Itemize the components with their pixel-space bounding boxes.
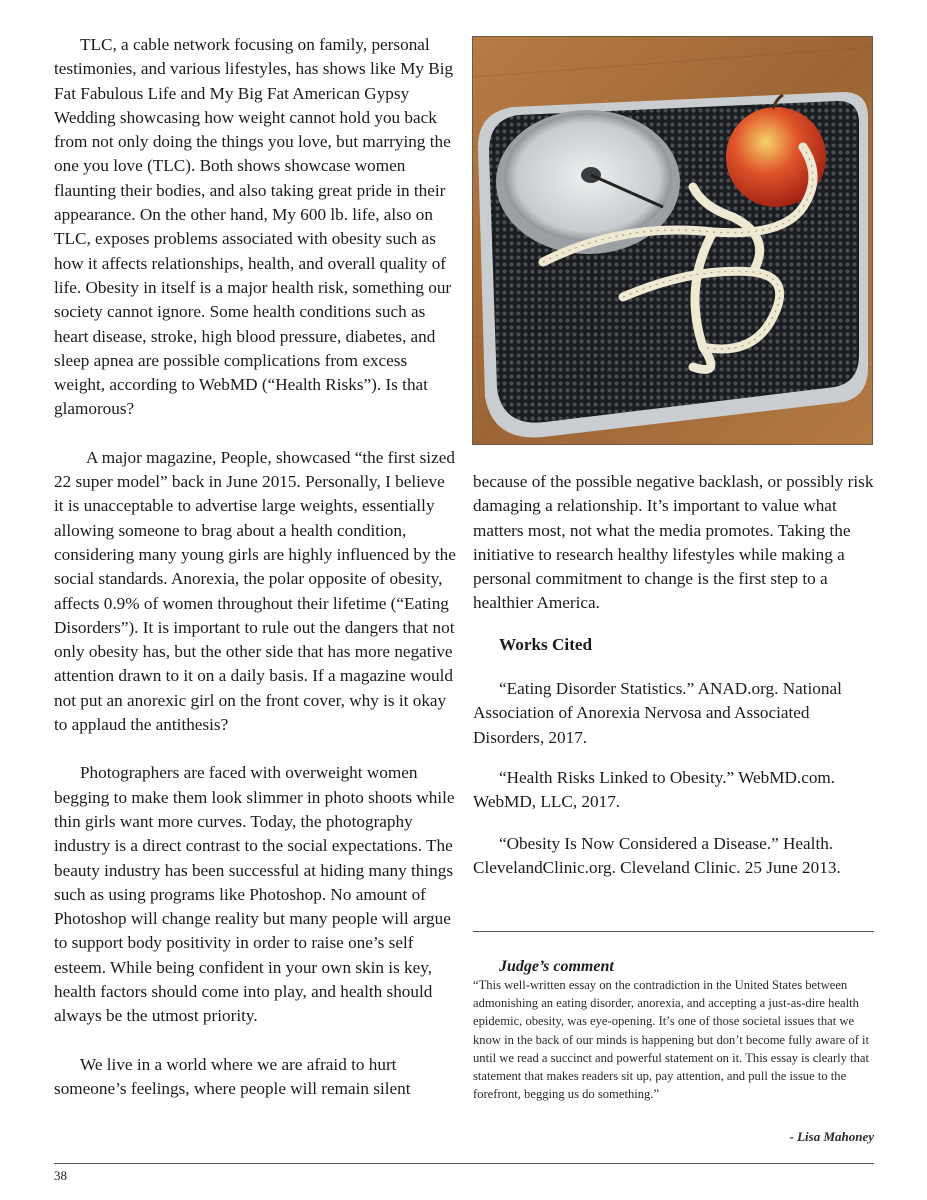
footer-divider xyxy=(54,1163,874,1164)
works-cited-heading: Works Cited xyxy=(499,635,593,654)
essay-paragraph: Photographers are faced with overweight women begging to make them look slimmer in photo shoots while thin girls want more curves. Today, the photography industry is a direct contrast to the social expectations. The beauty industry has been successful at hiding many things such as using programs like Photoshop. No amount of Photoshop will change reality but many people will argue to support body positivity in order to raise one’s self esteem. While being confident in your own skin is key, health factors should come into play, and health should always be the utmost priority. xyxy=(54,763,455,1026)
scale-apple-photo xyxy=(472,36,873,445)
judge-signature: - Lisa Mahoney xyxy=(789,1129,874,1144)
essay-paragraph: A major magazine, People, showcased “the first sized 22 super model” back in June 2015. Personally, I believe it is unacceptable to advertise large weights, essentially allowing someone to brag about a health condition, considering many young girls are highly influenced by the social standards. Anorexia, the polar opposite of obesity, affects 0.9% of women throughout their lifetime (“Eating Disorders”). It is important to rule out the dangers that not only obesity has, but the other side that has more negative attention drawn to it on a daily basis. If a magazine would not put an anorexic girl on the front cover, why is it okay to applaud the antithesis? xyxy=(54,447,456,735)
essay-right-column xyxy=(473,470,875,616)
essay-paragraph: TLC, a cable network focusing on family, personal testimonies, and various lifestyles, has shows like My Big Fat Fabulous Life and My Big Fat American Gypsy Wedding showcasing how weight cannot hold you back from not only doing the things you love, but marrying the one you love (TLC). Both shows showcase women flaunting their bodies, and also taking great pride in their appearance. On the other hand, My 600 lb. life, also on TLC, exposes problems associated with obesity such as how it affects relationships, health, and overall quality of life. Obesity in itself is a major health risk, something our society cannot ignore. Some health conditions such as heart disease, stroke, high blood pressure, diabetes, and sleep apnea are possible complications from excess weight, according to WebMD (“Health Risks”). Is that glamorous? xyxy=(54,35,454,419)
judge-comment-heading: Judge’s comment xyxy=(499,958,614,975)
section-divider xyxy=(473,931,874,932)
judge-comment-text: “This well-written essay on the contradiction in the United States between admonishing an eating disorder, anorexia, and accepting a just-as-dire health epidemic, obesity, was eye-opening. It’s one of those societal issues that we know in the back of our minds is happening but don’t become fully aware of it until we read a succinct and powerful statement on it. This essay is clearly that statement that makes readers sit up, pay attention, and pull the issue to the forefront, begging us do something.” xyxy=(473,978,870,1102)
works-cited-entry: “Health Risks Linked to Obesity.” WebMD.com. WebMD, LLC, 2017. xyxy=(473,768,836,812)
page-number: 38 xyxy=(54,1168,67,1183)
essay-paragraph: because of the possible negative backlash, or possibly risk damaging a relationship. It’s important to value what matters most, not what the media promotes. Taking the initiative to research healthy lifestyles while making a personal commitment to change is the first step to a healthier America. xyxy=(473,472,874,613)
works-cited-entry: “Eating Disorder Statistics.” ANAD.org. National Association of Anorexia Nervosa and Associated Disorders, 2017. xyxy=(473,679,842,747)
essay-paragraph: We live in a world where we are afraid to hurt someone’s feelings, where people will remain silent xyxy=(54,1054,411,1098)
bathroom-scale-apple-tape-photo-icon xyxy=(473,37,873,445)
essay-left-column xyxy=(54,33,456,1125)
works-cited-entry: “Obesity Is Now Considered a Disease.” Health. ClevelandClinic.org. Cleveland Clinic. 25 June 2013. xyxy=(473,834,841,878)
